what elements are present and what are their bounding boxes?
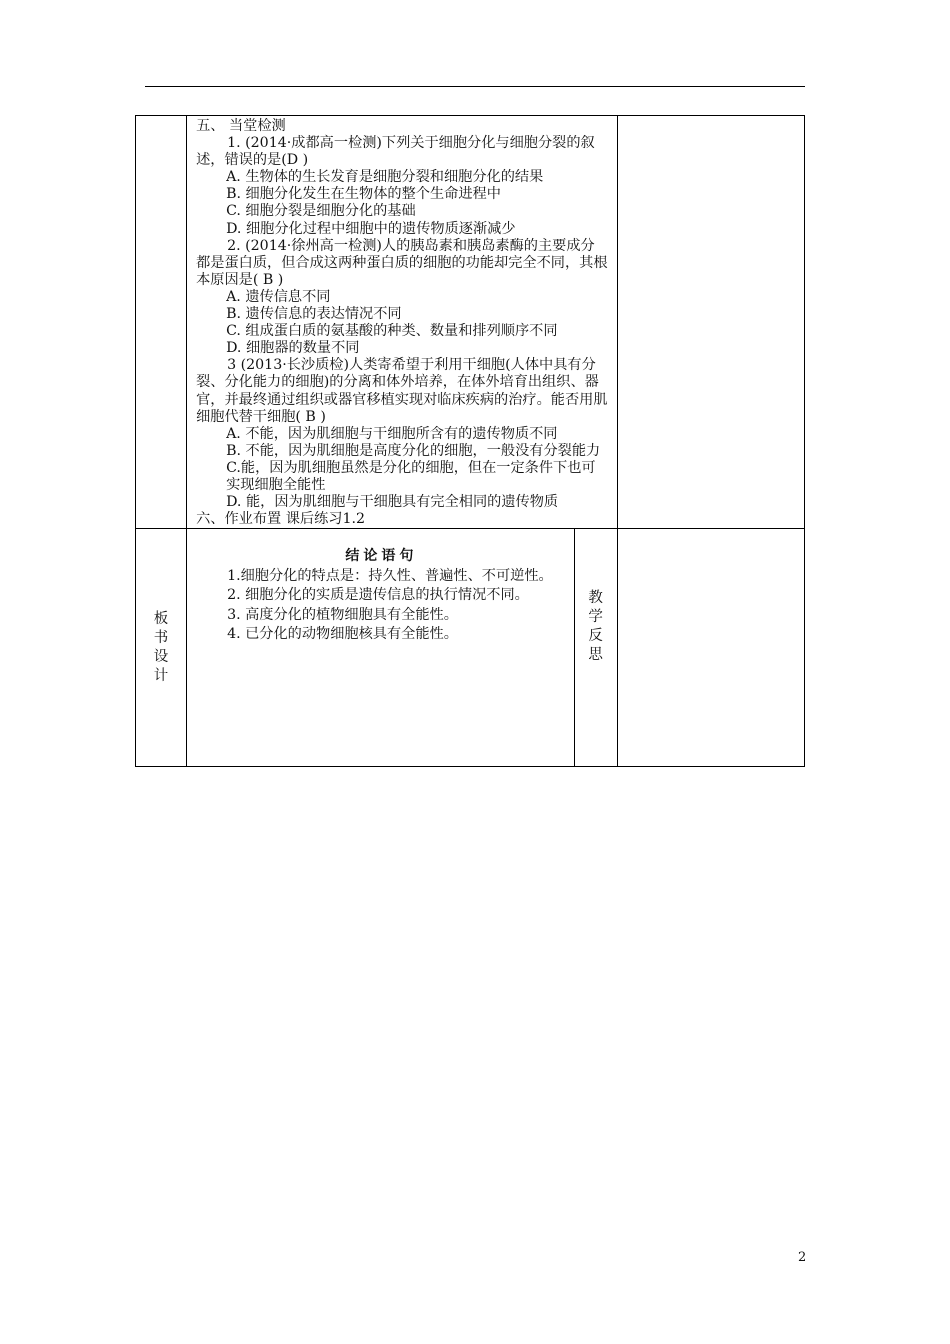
board-design-label: 板 书 设 计: [136, 529, 187, 767]
empty-notes-cell: [617, 116, 804, 529]
board-design-cell: [187, 529, 575, 767]
section-heading: 五、 当堂检测: [196, 118, 286, 134]
conclusion-item: 4. 已分化的动物细胞核具有全能性。: [227, 626, 458, 643]
table-row: [136, 116, 805, 529]
answer-option: A. 遗传信息不同: [226, 288, 331, 305]
answer-option: A. 生物体的生长发育是细胞分裂和细胞分化的结果: [226, 169, 544, 186]
answer-option: B. 不能，因为肌细胞是高度分化的细胞，一般没有分裂能力: [226, 442, 601, 459]
question-stem: 3 (2013·长沙质检)人类寄希望于利用干细胞(人体中具有分裂、分化能力的细胞)的分离和体外培养，在体外培育出组织、器官，并最终通过组织或器官移植实现对临床疾病的治疗。能否用肌细胞代替干细胞( B ): [196, 357, 608, 425]
answer-option: C. 细胞分裂是细胞分化的基础: [226, 203, 416, 220]
table-row: [136, 529, 805, 767]
teaching-reflection-label: 教 学 反 思: [574, 529, 617, 767]
in-class-test-cell: [187, 116, 618, 529]
conclusion-item: 1.细胞分化的特点是：持久性、普遍性、不可逆性。: [227, 567, 553, 584]
answer-option: B. 遗传信息的表达情况不同: [226, 306, 402, 323]
empty-label-cell: [136, 116, 187, 529]
page-number: 2: [798, 1250, 807, 1265]
question-stem: 2. (2014·徐州高一检测)人的胰岛素和胰岛素酶的主要成分都是蛋白质，但合成这两种蛋白质的细胞的功能却完全不同，其根本原因是( B ): [196, 237, 608, 288]
teaching-reflection-cell: [617, 529, 804, 767]
answer-option: C. 组成蛋白质的氨基酸的种类、数量和排列顺序不同: [226, 323, 558, 340]
answer-option: D. 能，因为肌细胞与干细胞具有完全相同的遗传物质: [226, 494, 559, 511]
answer-option: A. 不能，因为肌细胞与干细胞所含有的遗传物质不同: [226, 425, 558, 442]
header-rule: [145, 86, 805, 87]
conclusion-item: 2. 细胞分化的实质是遗传信息的执行情况不同。: [227, 587, 529, 604]
answer-option: D. 细胞分化过程中细胞中的遗传物质逐渐减少: [226, 220, 516, 237]
answer-option: D. 细胞器的数量不同: [226, 340, 360, 357]
board-title: 结论语句: [345, 548, 418, 565]
answer-option: B. 细胞分化发生在生物体的整个生命进程中: [226, 186, 501, 203]
section-heading: 六、作业布置 课后练习1.2: [196, 511, 366, 528]
question-stem: 1. (2014·成都高一检测)下列关于细胞分化与细胞分裂的叙述，错误的是(D ): [196, 135, 595, 169]
answer-option: C.能，因为肌细胞虽然是分化的细胞，但在一定条件下也可实现细胞全能性: [226, 459, 596, 493]
conclusion-item: 3. 高度分化的植物细胞具有全能性。: [227, 606, 458, 623]
lesson-plan-table: [135, 115, 805, 767]
